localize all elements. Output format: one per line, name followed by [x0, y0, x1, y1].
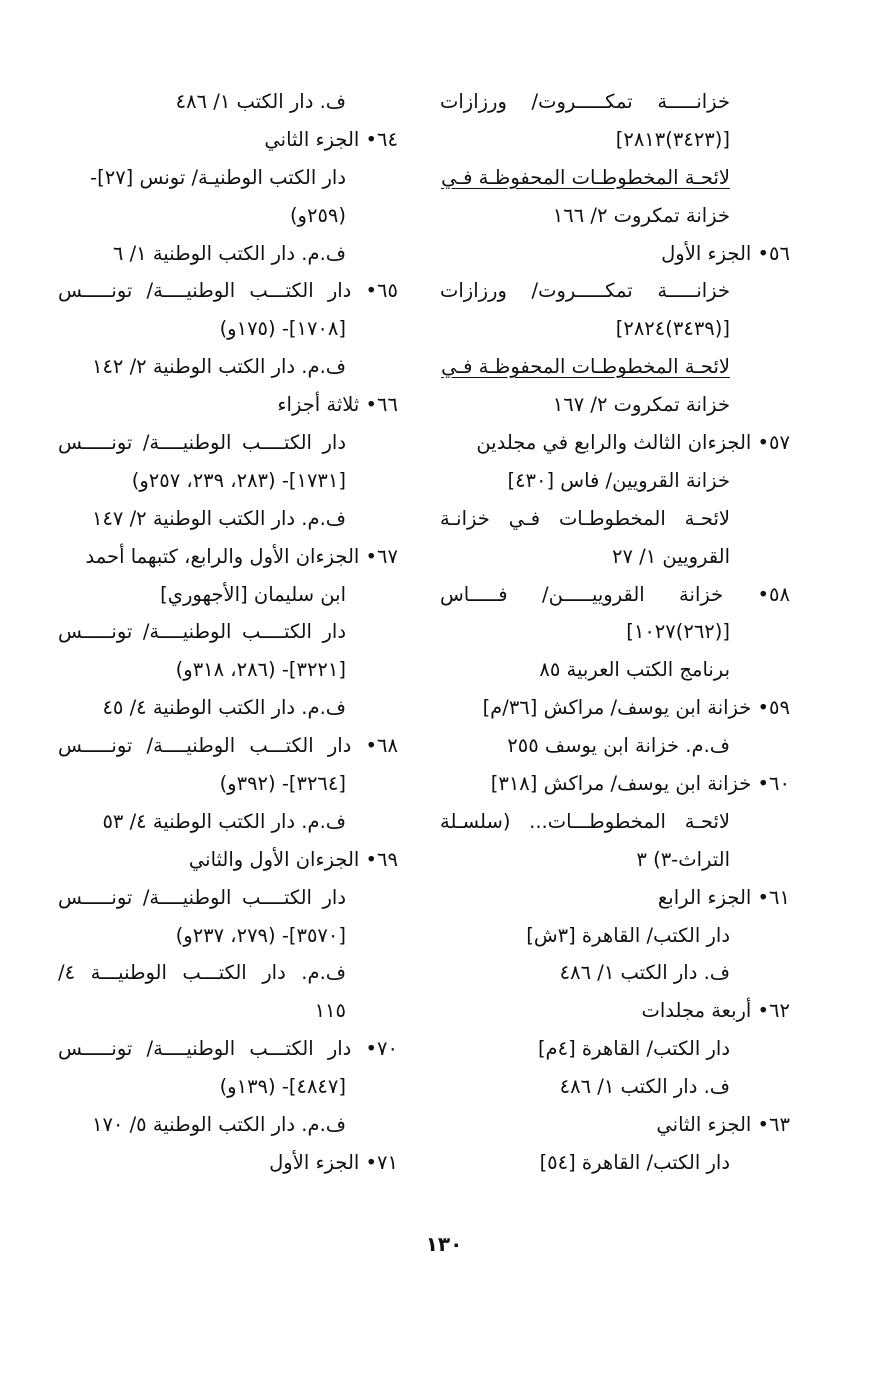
entry-detail-line: ف. دار الكتب ١/ ٤٨٦	[559, 961, 730, 985]
entry-detail-line: [١٧٠٨]- (١٧٥و)	[219, 317, 346, 341]
entry-detail-line: ف.م. خزانة ابن يوسف ٢٥٥	[507, 734, 730, 758]
entry-heading-line: ٦٠• خزانة ابن يوسف/ مراكش [٣١٨]	[490, 772, 790, 796]
entry-detail-line: ابن سليمان [الأجهوري]	[160, 582, 346, 606]
entry-heading-line: ٦٤• الجزء الثاني	[264, 127, 398, 151]
entry-detail-line: [٤٨٤٧]- (١٣٩و)	[219, 1075, 346, 1099]
entry-heading-line: ٥٧• الجزءان الثالث والرابع في مجلدين	[476, 431, 790, 455]
entry-heading-line: ٦١• الجزء الرابع	[657, 885, 790, 909]
entry-detail-line: دار الكتــــب الوطنيــــة/ تونـــــس	[58, 620, 346, 644]
entry-detail-line: خزانـــــة تمكـــــروت/ ورزازات	[440, 90, 730, 113]
entry-detail-line: دار الكتب/ القاهرة [٤م]	[537, 1037, 730, 1061]
entry-detail-line: ف.م. دار الكتب الوطنية ٤/ ٥٣	[102, 809, 346, 833]
entry-detail-line: ف. دار الكتب ١/ ٤٨٦	[175, 90, 346, 113]
entry-detail-line: ف.م. دار الكتب الوطنية ٥/ ١٧٠	[91, 1113, 346, 1137]
entry-detail-line: ف.م. دار الكتب الوطنية ٢/ ١٤٧	[91, 506, 346, 530]
entry-detail-line: خزانة تمكروت ٢/ ١٦٧	[552, 393, 730, 417]
entry-detail-line: لائحـة المخطوطـات فـي خزانـة	[440, 506, 730, 530]
entry-detail-line: برنامج الكتب العربية ٨٥	[539, 658, 730, 682]
entry-heading-line: ٦٢• أربعة مجلدات	[641, 999, 790, 1023]
entry-detail-line: التراث-٣) ٣	[636, 847, 730, 871]
entry-detail-line: [٣٥٧٠]- (٢٧٩، ٢٣٧و)	[175, 923, 346, 947]
entry-detail-line: [١٧٣١]- (٢٨٣، ٢٣٩، ٢٥٧و)	[131, 468, 346, 492]
entry-heading-line: ٥٦• الجزء الأول	[661, 241, 790, 265]
entry-detail-line: دار الكتــــب الوطنيــــة/ تونـــــس	[58, 885, 346, 909]
entry-heading-line: ٦٨• دار الكتـــب الوطنيــــة/ تونـــــس	[58, 734, 398, 758]
entry-heading-line: ٦٥• دار الكتـــب الوطنيــــة/ تونـــــس	[58, 279, 398, 303]
entry-detail-line: ف. دار الكتب ١/ ٤٨٦	[559, 1075, 730, 1099]
entry-detail-line: لائحـة المخطوطـات المحفوظـة فـي	[441, 355, 730, 379]
entry-detail-line: [٣٢٢١]- (٢٨٦، ٣١٨و)	[175, 658, 346, 682]
entry-heading-line: ٦٦• ثلاثة أجزاء	[277, 393, 398, 417]
entry-detail-line: خزانـــــة تمكـــــروت/ ورزازات	[440, 279, 730, 303]
entry-detail-line: القرويين ١/ ٢٧	[612, 544, 730, 568]
entry-detail-line: دار الكتب/ القاهرة [٥٤]	[539, 1150, 730, 1174]
entry-heading-line: ٥٩• خزانة ابن يوسف/ مراكش [٣٦/م]	[482, 696, 790, 720]
entry-heading-line: ٦٩• الجزءان الأول والثاني	[188, 847, 398, 871]
entry-detail-line: (٢٥٩و)	[289, 203, 346, 227]
entry-detail-line: [(٣٤٣٩)٢٨٢٤]	[615, 317, 730, 341]
right-column	[440, 83, 790, 1182]
entry-detail-line: [(٢٦٢)١٠٢٧]	[626, 620, 730, 644]
left-column	[58, 83, 398, 1182]
entry-heading-line: ٧٠• دار الكتـــب الوطنيــــة/ تونـــــس	[58, 1037, 398, 1061]
entry-detail-line: دار الكتب/ القاهرة [٣ش]	[526, 923, 730, 947]
entry-heading-line: ٧١• الجزء الأول	[269, 1150, 398, 1174]
entry-heading-line: ٦٣• الجزء الثاني	[656, 1113, 790, 1137]
entry-detail-line: ف.م. دار الكتب الوطنية ١/ ٦	[112, 241, 346, 265]
entry-heading-line: ٥٨• خزانة القروييـــــن/ فـــــاس	[440, 582, 790, 606]
entry-detail-line: ف.م. دار الكتب الوطنية ٢/ ١٤٢	[91, 355, 346, 379]
page-number: ١٣٠	[425, 1232, 463, 1256]
entry-detail-line: ف.م. دار الكتـــب الوطنيـــة ٤/	[58, 961, 346, 985]
entry-detail-line: ف.م. دار الكتب الوطنية ٤/ ٤٥	[102, 696, 346, 720]
entry-detail-line: لائحـة المخطوطـات المحفوظـة فـي	[441, 165, 730, 189]
entry-detail-line: ١١٥	[314, 999, 346, 1023]
entry-heading-line: ٦٧• الجزءان الأول والرابع، كتبهما أحمد	[85, 544, 398, 568]
entry-detail-line: دار الكتب الوطنيـة/ تونس [٢٧]-	[90, 165, 346, 189]
entry-detail-line: خزانة تمكروت ٢/ ١٦٦	[552, 203, 730, 227]
entry-detail-line: دار الكتــــب الوطنيــــة/ تونـــــس	[58, 431, 346, 455]
entry-detail-line: لائحـة المخطوطـــات... (سلسـلة	[440, 809, 730, 833]
entry-detail-line: خزانة القرويين/ فاس [٤٣٠]	[507, 468, 730, 492]
entry-detail-line: [(٣٤٢٣)٢٨١٣]	[615, 127, 730, 151]
entry-detail-line: [٣٢٦٤]- (٣٩٢و)	[219, 772, 346, 796]
